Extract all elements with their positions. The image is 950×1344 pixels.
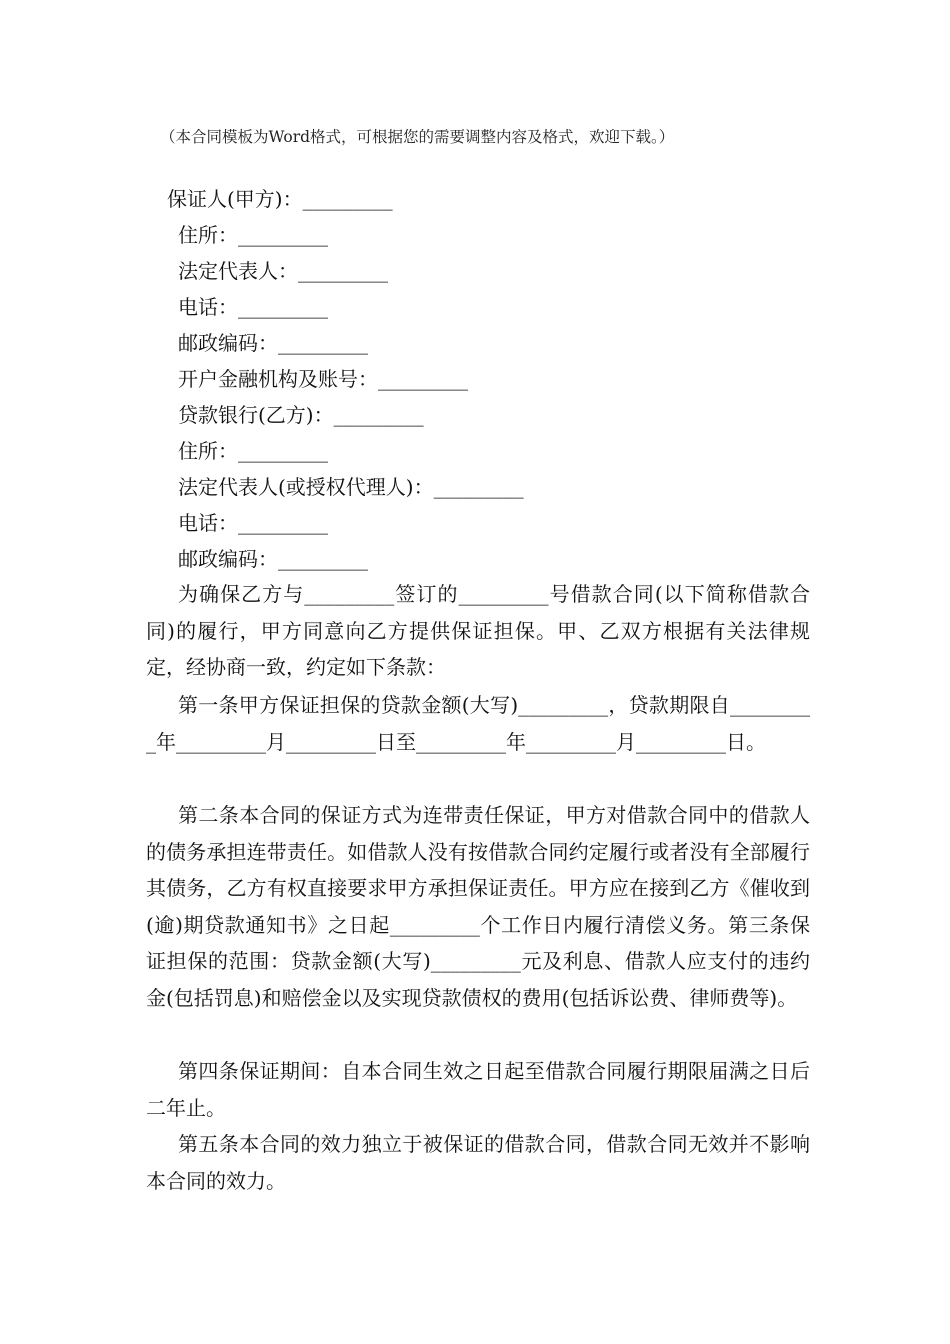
lender-postcode-field: 邮政编码：_________ (178, 547, 368, 571)
guarantor-field: 保证人(甲方)：_________ (167, 187, 393, 211)
guarantor-bank-account-field: 开户金融机构及账号：_________ (178, 367, 468, 391)
lender-address-field: 住所：_________ (178, 439, 328, 463)
guarantor-postcode-field: 邮政编码：_________ (178, 331, 368, 355)
template-note: （本合同模板为Word格式，可根据您的需要调整内容及格式，欢迎下载。） (160, 128, 675, 146)
lender-legal-rep-field: 法定代表人(或授权代理人)：_________ (178, 475, 524, 499)
lender-phone-field: 电话：_________ (178, 511, 328, 535)
intro-paragraph: 为确保乙方与_________签订的_________号借款合同(以下简称借款合同)的履行，甲方同意向乙方提供保证担保。甲、乙双方根据有关法律规定，经协商一致，约定如下条款： (146, 582, 810, 679)
article-4-paragraph: 第四条保证期间：自本合同生效之日起至借款合同履行期限届满之日后二年止。 (146, 1059, 810, 1120)
article-1-paragraph: 第一条甲方保证担保的贷款金额(大写)_________，贷款期限自_________年_________月_________日至_________年_________月_________日。 (146, 693, 810, 754)
lender-field: 贷款银行(乙方)：_________ (178, 403, 424, 427)
guarantor-phone-field: 电话：_________ (178, 295, 328, 319)
guarantor-address-field: 住所：_________ (178, 223, 328, 247)
article-2-3-paragraph: 第二条本合同的保证方式为连带责任保证，甲方对借款合同中的借款人的债务承担连带责任。如借款人没有按借款合同约定履行或者没有全部履行其债务，乙方有权直接要求甲方承担保证责任。甲方应在接到乙方《催收到(逾)期贷款通知书》之日起_________个工作日内履行清偿义务。第三条保证担保的范围：贷款金额(大写)_________元及利息、借款人应支付的违约金(包括罚息)和赔偿金以及实现贷款债权的费用(包括诉讼费、律师费等)。 (146, 803, 810, 1010)
article-5-paragraph: 第五条本合同的效力独立于被保证的借款合同，借款合同无效并不影响本合同的效力。 (146, 1132, 810, 1193)
guarantor-legal-rep-field: 法定代表人：_________ (178, 259, 388, 283)
